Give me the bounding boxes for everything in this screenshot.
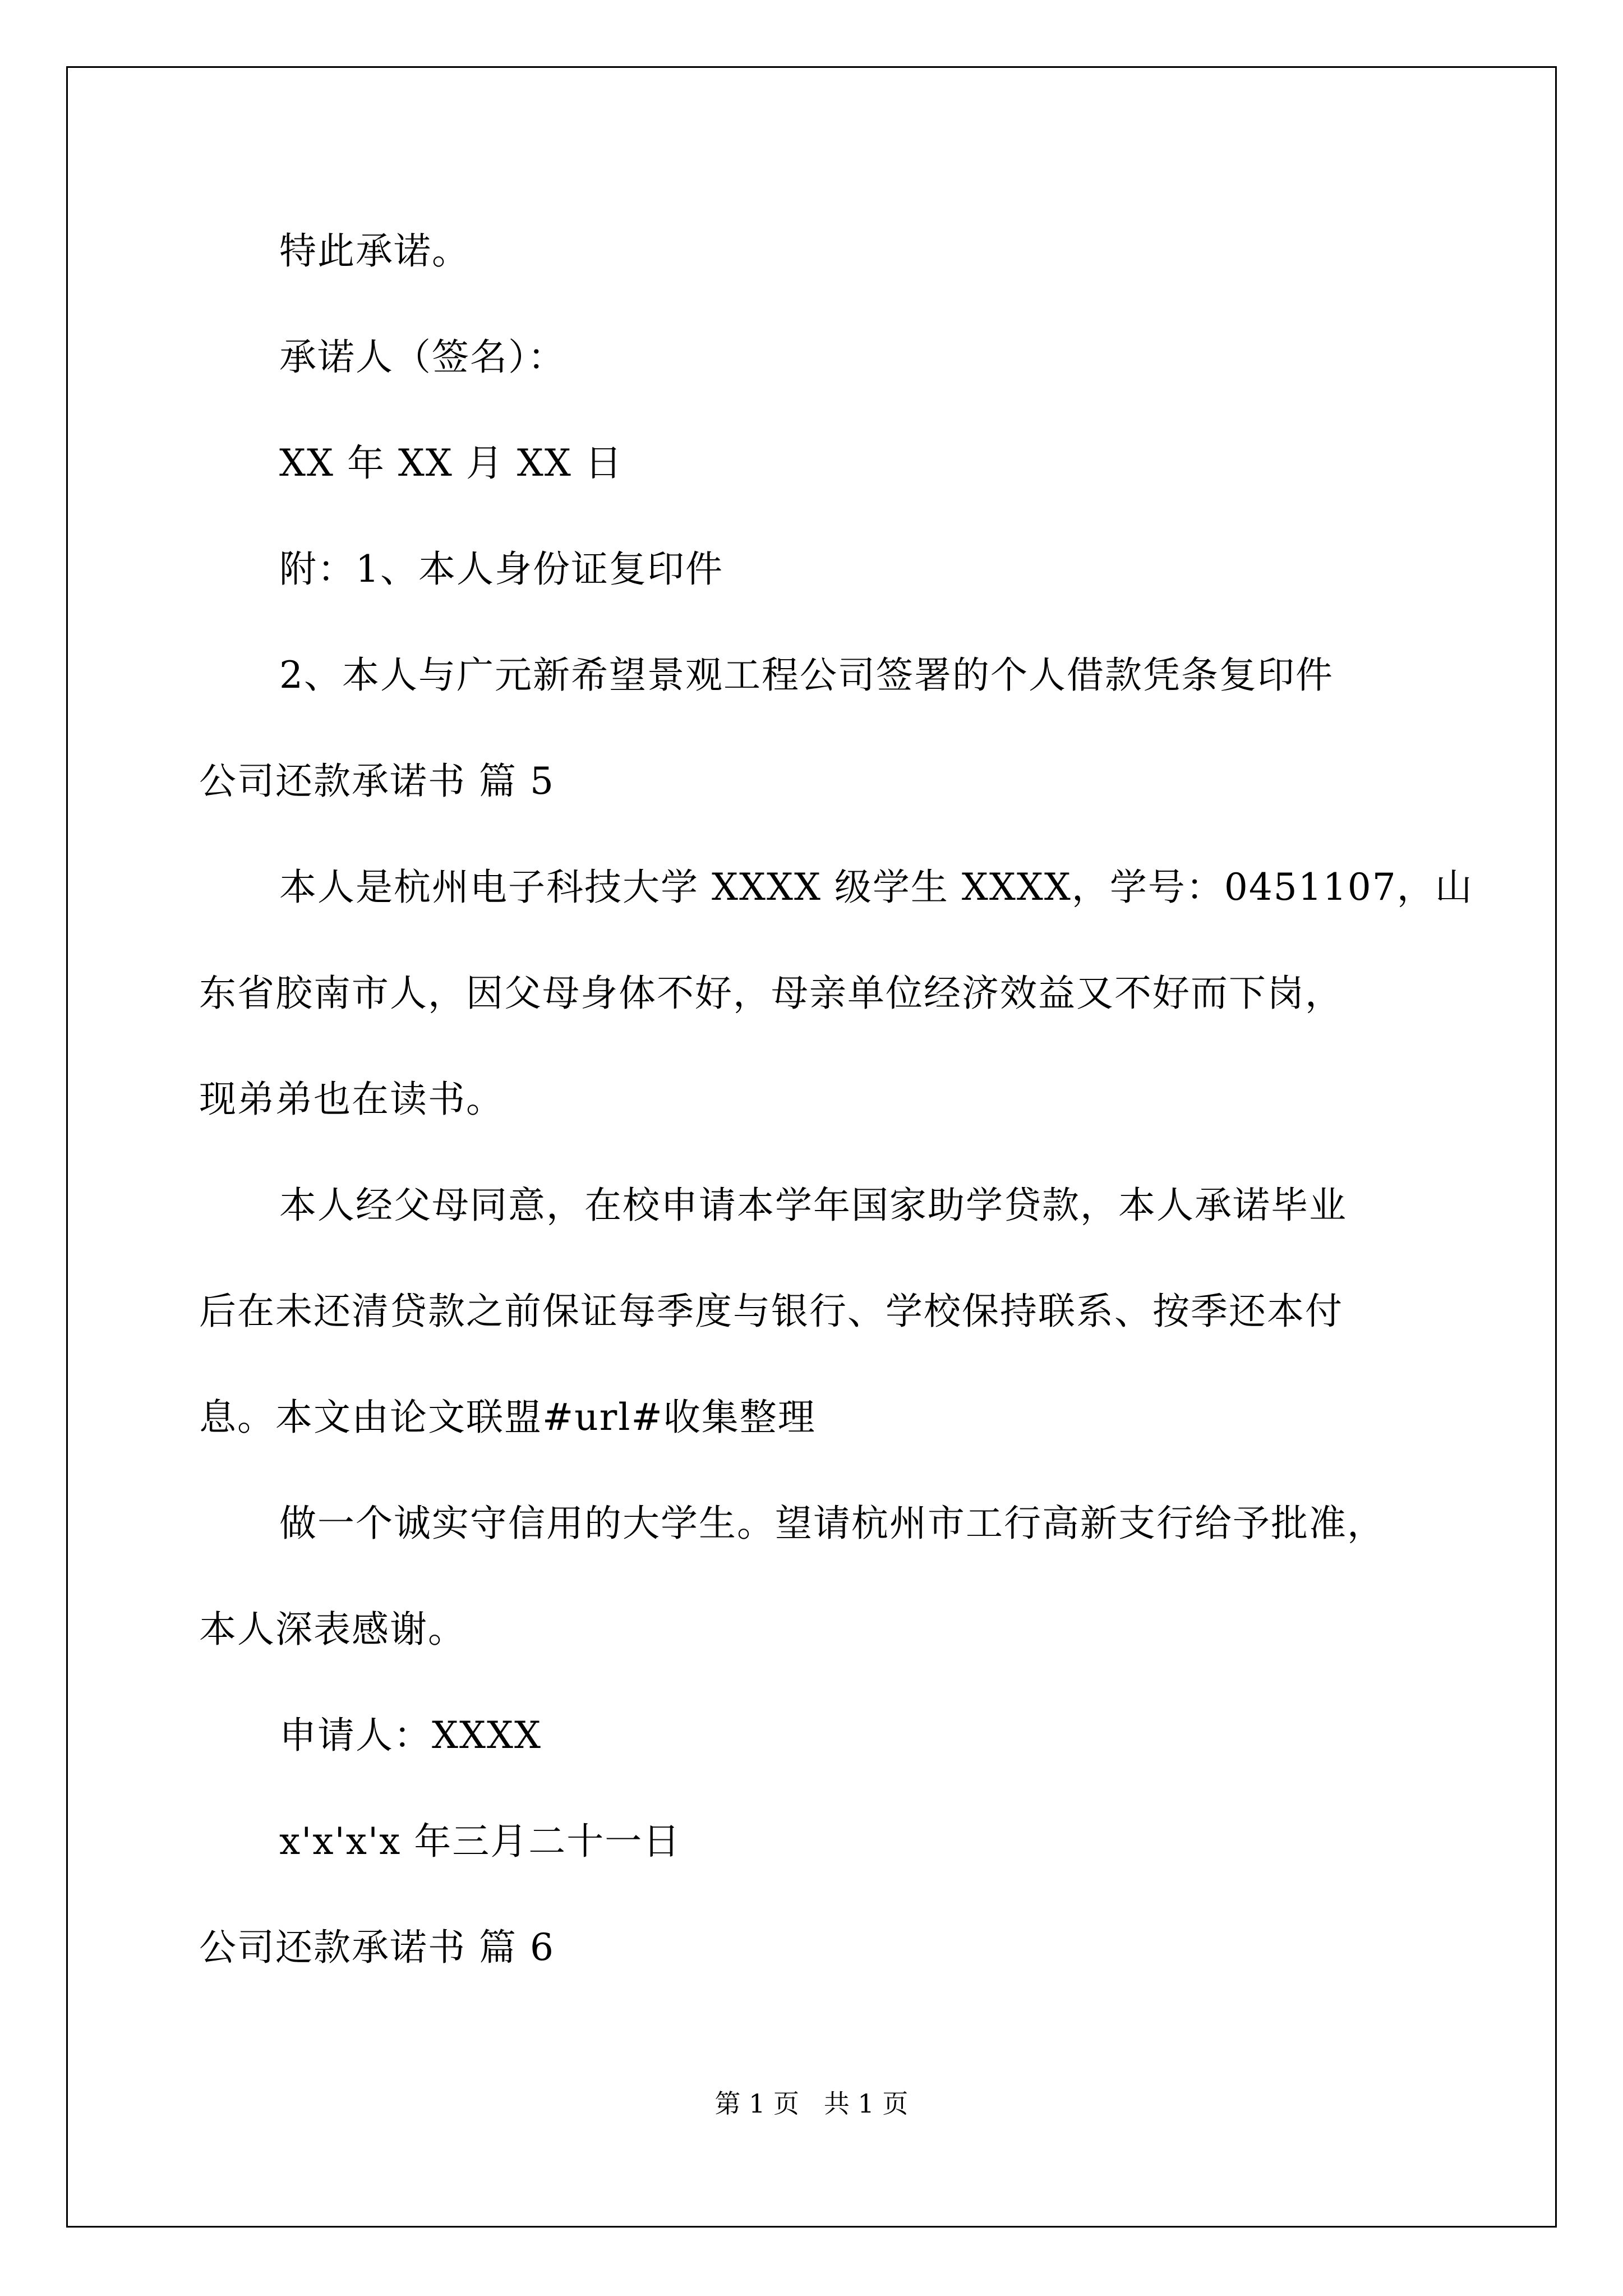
page-border	[66, 66, 1557, 2228]
applicant-date-line: x'x'x'x 年三月二十一日	[279, 1820, 681, 1863]
attachment-2: 2、本人与广元新希望景观工程公司签署的个人借款凭条复印件	[279, 654, 1334, 697]
applicant-line: 申请人：XXXX	[279, 1714, 542, 1757]
page-number-footer: 第 1 页 共 1 页	[714, 2088, 909, 2119]
paragraph-line: 后在未还清贷款之前保证每季度与银行、学校保持联系、按季还本付	[199, 1290, 1343, 1333]
signatory-line: 承诺人（签名）：	[279, 335, 566, 379]
paragraph-line: 现弟弟也在读书。	[199, 1078, 504, 1121]
attachment-1: 附：1、本人身份证复印件	[279, 547, 723, 591]
section-heading-5: 公司还款承诺书 篇 5	[199, 760, 555, 803]
paragraph-line: 本人经父母同意，在校申请本学年国家助学贷款，本人承诺毕业	[279, 1184, 1347, 1227]
section-heading-6: 公司还款承诺书 篇 6	[199, 1926, 555, 1969]
paragraph-line: 息。本文由论文联盟#url#收集整理	[199, 1396, 816, 1439]
date-line: XX 年 XX 月 XX 日	[279, 441, 623, 485]
closing-statement: 特此承诺。	[279, 229, 470, 273]
paragraph-line: 本人是杭州电子科技大学 XXXX 级学生 XXXX，学号：0451107，山	[279, 866, 1473, 909]
paragraph-line: 做一个诚实守信用的大学生。望请杭州市工行高新支行给予批准，	[279, 1502, 1385, 1545]
paragraph-line: 本人深表感谢。	[199, 1608, 466, 1651]
paragraph-line: 东省胶南市人，因父母身体不好，母亲单位经济效益又不好而下岗，	[199, 972, 1343, 1015]
